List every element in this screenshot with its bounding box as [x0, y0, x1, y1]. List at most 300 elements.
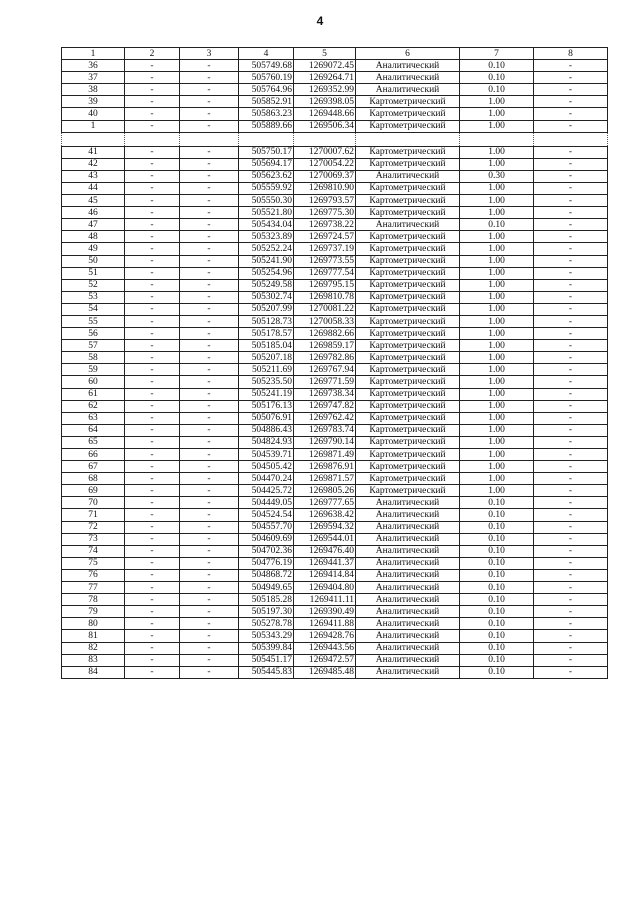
table-cell-col-8: - — [534, 303, 608, 315]
column-header-2: 2 — [125, 48, 180, 60]
table-cell-col-3 — [180, 132, 239, 146]
table-cell-col-7: 1.00 — [460, 400, 534, 412]
table-row — [62, 207, 608, 219]
table-cell-col-2: - — [125, 364, 180, 376]
table-cell-col-2: - — [125, 449, 180, 461]
table-cell-col-2: - — [125, 315, 180, 327]
table-cell-col-8: - — [534, 485, 608, 497]
table-cell-col-8: - — [534, 315, 608, 327]
table-cell-col-8: - — [534, 279, 608, 291]
table-cell-col-7: 0.10 — [460, 642, 534, 654]
table-row — [62, 400, 608, 412]
table-cell-col-2: - — [125, 497, 180, 509]
table-cell-col-7: 1.00 — [460, 412, 534, 424]
table-cell-col-6: Картометрический — [356, 255, 460, 267]
table-cell-col-3: - — [180, 170, 239, 182]
table-cell-col-7: 0.10 — [460, 618, 534, 630]
column-header-1: 1 — [62, 48, 125, 60]
table-cell-col-1: 72 — [62, 521, 125, 533]
table-cell-col-2: - — [125, 376, 180, 388]
table-cell-col-2: - — [125, 231, 180, 243]
table-row — [62, 533, 608, 545]
table-row — [62, 509, 608, 521]
table-cell-col-7: 0.10 — [460, 654, 534, 666]
table-cell-col-5: 1269506.34 — [294, 120, 356, 132]
table-cell-col-1: 47 — [62, 219, 125, 231]
table-cell-col-8: - — [534, 170, 608, 182]
table-cell-col-4: 504868.72 — [239, 569, 294, 581]
table-cell-col-8: - — [534, 352, 608, 364]
table-cell-col-3: - — [180, 449, 239, 461]
table-cell-col-1: 38 — [62, 84, 125, 96]
table-cell-col-3: - — [180, 557, 239, 569]
table-cell-col-3: - — [180, 364, 239, 376]
table-cell-col-1: 61 — [62, 388, 125, 400]
table-cell-col-1: 57 — [62, 340, 125, 352]
table-cell-col-7: 1.00 — [460, 96, 534, 108]
table-cell-col-8: - — [534, 328, 608, 340]
table-row — [62, 388, 608, 400]
table-cell-col-5: 1269398.05 — [294, 96, 356, 108]
table-cell-col-6: Аналитический — [356, 642, 460, 654]
table-cell-col-3: - — [180, 267, 239, 279]
table-cell-col-4: 505241.90 — [239, 255, 294, 267]
table-cell-col-7: 0.10 — [460, 509, 534, 521]
table-cell-col-7: 1.00 — [460, 449, 534, 461]
table-cell-col-3: - — [180, 231, 239, 243]
table-cell-col-3: - — [180, 96, 239, 108]
table-cell-col-4: 505760.19 — [239, 72, 294, 84]
table-cell-col-5: 1269871.57 — [294, 473, 356, 485]
table-cell-col-8: - — [534, 376, 608, 388]
table-cell-col-4: 504425.72 — [239, 485, 294, 497]
table-cell-col-7: 1.00 — [460, 243, 534, 255]
table-cell-col-3: - — [180, 569, 239, 581]
table-cell-col-8: - — [534, 120, 608, 132]
table-cell-col-3: - — [180, 120, 239, 132]
table-cell-col-2: - — [125, 158, 180, 170]
table-row — [62, 449, 608, 461]
table-cell-col-5: 1269810.78 — [294, 291, 356, 303]
table-cell-col-3: - — [180, 594, 239, 606]
table-cell-col-2: - — [125, 96, 180, 108]
table-cell-col-4: 505302.74 — [239, 291, 294, 303]
table-cell-col-7: 1.00 — [460, 485, 534, 497]
table-cell-col-1 — [62, 132, 125, 146]
table-cell-col-7: 1.00 — [460, 279, 534, 291]
table-cell-col-2: - — [125, 207, 180, 219]
table-row — [62, 618, 608, 630]
table-cell-col-7: 1.00 — [460, 352, 534, 364]
table-cell-col-5: 1269544.01 — [294, 533, 356, 545]
table-cell-col-2: - — [125, 461, 180, 473]
table-cell-col-8: - — [534, 207, 608, 219]
table-cell-col-2: - — [125, 146, 180, 158]
table-row — [62, 84, 608, 96]
table-row — [62, 60, 608, 72]
table-cell-col-4: 505764.96 — [239, 84, 294, 96]
table-cell-col-2: - — [125, 388, 180, 400]
table-row — [62, 545, 608, 557]
table-cell-col-3: - — [180, 654, 239, 666]
table-cell-col-3: - — [180, 219, 239, 231]
table-cell-col-1: 59 — [62, 364, 125, 376]
table-cell-col-3: - — [180, 207, 239, 219]
table-cell-col-7: 0.10 — [460, 569, 534, 581]
table-cell-col-2: - — [125, 182, 180, 194]
table-cell-col-4: 505278.78 — [239, 618, 294, 630]
table-cell-col-2: - — [125, 219, 180, 231]
table-cell-col-3: - — [180, 182, 239, 194]
table-cell-col-5 — [294, 132, 356, 146]
table-cell-col-8: - — [534, 146, 608, 158]
table-cell-col-5: 1269762.42 — [294, 412, 356, 424]
table-cell-col-6: Картометрический — [356, 291, 460, 303]
table-cell-col-1: 43 — [62, 170, 125, 182]
table-cell-col-8: - — [534, 509, 608, 521]
table-cell-col-8: - — [534, 606, 608, 618]
table-cell-col-2: - — [125, 606, 180, 618]
table-cell-col-2: - — [125, 279, 180, 291]
table-cell-col-7: 0.10 — [460, 533, 534, 545]
table-cell-col-8: - — [534, 666, 608, 678]
table-cell-col-3: - — [180, 376, 239, 388]
table-cell-col-2: - — [125, 72, 180, 84]
table-cell-col-6: Картометрический — [356, 424, 460, 436]
table-cell-col-4: 505249.58 — [239, 279, 294, 291]
table-cell-col-1: 48 — [62, 231, 125, 243]
table-cell-col-6: Аналитический — [356, 84, 460, 96]
table-cell-col-3: - — [180, 303, 239, 315]
table-cell-col-6: Аналитический — [356, 666, 460, 678]
table-row — [62, 352, 608, 364]
table-cell-col-3: - — [180, 521, 239, 533]
table-row — [62, 195, 608, 207]
table-cell-col-5: 1269777.65 — [294, 497, 356, 509]
table-cell-col-4: 505252.24 — [239, 243, 294, 255]
table-cell-col-6: Картометрический — [356, 376, 460, 388]
table-cell-col-1: 64 — [62, 424, 125, 436]
table-row — [62, 108, 608, 120]
table-cell-col-8: - — [534, 84, 608, 96]
table-cell-col-1: 50 — [62, 255, 125, 267]
table-cell-col-4: 505550.30 — [239, 195, 294, 207]
table-cell-col-6: Картометрический — [356, 195, 460, 207]
table-cell-col-7: 0.10 — [460, 557, 534, 569]
table-cell-col-8: - — [534, 96, 608, 108]
table-cell-col-7: 1.00 — [460, 267, 534, 279]
table-cell-col-5: 1269777.54 — [294, 267, 356, 279]
table-cell-col-7: 0.10 — [460, 497, 534, 509]
table-cell-col-3: - — [180, 545, 239, 557]
table-cell-col-4: 504949.65 — [239, 582, 294, 594]
table-cell-col-1: 74 — [62, 545, 125, 557]
table-cell-col-4: 504609.69 — [239, 533, 294, 545]
table-cell-col-1: 60 — [62, 376, 125, 388]
table-cell-col-7: 1.00 — [460, 315, 534, 327]
table-cell-col-8: - — [534, 618, 608, 630]
table-cell-col-7: 0.10 — [460, 666, 534, 678]
table-cell-col-6: Картометрический — [356, 158, 460, 170]
table-cell-col-8: - — [534, 569, 608, 581]
table-cell-col-3: - — [180, 146, 239, 158]
table-cell-col-7: 1.00 — [460, 424, 534, 436]
table-cell-col-7: 1.00 — [460, 364, 534, 376]
table-cell-col-7: 1.00 — [460, 473, 534, 485]
table-cell-col-4: 505694.17 — [239, 158, 294, 170]
table-cell-col-5: 1269441.37 — [294, 557, 356, 569]
table-cell-col-5: 1269352.99 — [294, 84, 356, 96]
table-cell-col-5: 1269448.66 — [294, 108, 356, 120]
table-cell-col-6: Аналитический — [356, 630, 460, 642]
table-cell-col-2: - — [125, 303, 180, 315]
table-cell-col-7: 0.10 — [460, 545, 534, 557]
table-row — [62, 255, 608, 267]
table-row — [62, 72, 608, 84]
table-cell-col-6: Картометрический — [356, 400, 460, 412]
table-row — [62, 267, 608, 279]
table-cell-col-4: 505185.28 — [239, 594, 294, 606]
table-cell-col-1: 71 — [62, 509, 125, 521]
table-cell-col-8: - — [534, 108, 608, 120]
table-cell-col-5: 1269783.74 — [294, 424, 356, 436]
table-cell-col-1: 83 — [62, 654, 125, 666]
table-cell-col-6: Картометрический — [356, 207, 460, 219]
table-cell-col-5: 1269411.88 — [294, 618, 356, 630]
table-cell-col-2: - — [125, 108, 180, 120]
table-cell-col-7: 1.00 — [460, 291, 534, 303]
table-cell-col-1: 40 — [62, 108, 125, 120]
table-cell-col-2: - — [125, 569, 180, 581]
table-cell-col-2: - — [125, 243, 180, 255]
table-cell-col-8: - — [534, 436, 608, 448]
table-cell-col-3: - — [180, 340, 239, 352]
table-cell-col-8: - — [534, 72, 608, 84]
table-cell-col-1: 44 — [62, 182, 125, 194]
column-header-5: 5 — [294, 48, 356, 60]
table-cell-col-2: - — [125, 352, 180, 364]
table-cell-col-2: - — [125, 557, 180, 569]
table-cell-col-3: - — [180, 606, 239, 618]
table-cell-col-1: 56 — [62, 328, 125, 340]
table-cell-col-6: Картометрический — [356, 461, 460, 473]
table-cell-col-1: 63 — [62, 412, 125, 424]
table-cell-col-6: Картометрический — [356, 120, 460, 132]
table-row — [62, 120, 608, 132]
table-cell-col-2: - — [125, 255, 180, 267]
table-cell-col-5: 1269638.42 — [294, 509, 356, 521]
table-cell-col-7: 1.00 — [460, 436, 534, 448]
table-row — [62, 364, 608, 376]
table-cell-col-5: 1269771.59 — [294, 376, 356, 388]
table-cell-col-5: 1269773.55 — [294, 255, 356, 267]
table-cell-col-8: - — [534, 461, 608, 473]
table-cell-col-6: Картометрический — [356, 267, 460, 279]
table-cell-col-4: 505451.17 — [239, 654, 294, 666]
table-cell-col-2: - — [125, 400, 180, 412]
table-cell-col-4: 505521.80 — [239, 207, 294, 219]
table-cell-col-5: 1269428.76 — [294, 630, 356, 642]
table-row — [62, 473, 608, 485]
table-cell-col-5: 1269485.48 — [294, 666, 356, 678]
table-cell-col-3: - — [180, 158, 239, 170]
table-cell-col-6: Картометрический — [356, 108, 460, 120]
table-cell-col-6: Аналитический — [356, 170, 460, 182]
table-cell-col-6: Аналитический — [356, 497, 460, 509]
table-cell-col-2: - — [125, 436, 180, 448]
table-cell-col-6: Картометрический — [356, 364, 460, 376]
table-cell-col-6: Картометрический — [356, 449, 460, 461]
table-cell-col-4: 505076.91 — [239, 412, 294, 424]
table-cell-col-8: - — [534, 582, 608, 594]
table-cell-col-1: 81 — [62, 630, 125, 642]
table-cell-col-8: - — [534, 364, 608, 376]
table-cell-col-6: Картометрический — [356, 388, 460, 400]
table-cell-col-5: 1269747.82 — [294, 400, 356, 412]
table-cell-col-6: Картометрический — [356, 146, 460, 158]
table-cell-col-3: - — [180, 618, 239, 630]
table-cell-col-5: 1270069.37 — [294, 170, 356, 182]
table-cell-col-8: - — [534, 195, 608, 207]
table-cell-col-6 — [356, 132, 460, 146]
table-row — [62, 315, 608, 327]
table-row — [62, 521, 608, 533]
table-cell-col-6: Картометрический — [356, 243, 460, 255]
table-row — [62, 461, 608, 473]
table-cell-col-5: 1269738.22 — [294, 219, 356, 231]
table-cell-col-6: Аналитический — [356, 569, 460, 581]
table-cell-col-1: 37 — [62, 72, 125, 84]
table-cell-col-1: 75 — [62, 557, 125, 569]
table-cell-col-7: 1.00 — [460, 255, 534, 267]
table-cell-col-7: 1.00 — [460, 340, 534, 352]
table-cell-col-3: - — [180, 436, 239, 448]
table-cell-col-8: - — [534, 255, 608, 267]
table-row — [62, 243, 608, 255]
table-cell-col-2: - — [125, 412, 180, 424]
table-cell-col-4: 505343.29 — [239, 630, 294, 642]
table-cell-col-8: - — [534, 60, 608, 72]
table-cell-col-6: Картометрический — [356, 231, 460, 243]
table-cell-col-8: - — [534, 473, 608, 485]
table-cell-col-3: - — [180, 352, 239, 364]
table-row — [62, 132, 608, 146]
table-row — [62, 485, 608, 497]
table-cell-col-4: 504539.71 — [239, 449, 294, 461]
table-cell-col-7: 1.00 — [460, 146, 534, 158]
table-body — [62, 60, 608, 679]
table-cell-col-1: 79 — [62, 606, 125, 618]
table-cell-col-5: 1269737.19 — [294, 243, 356, 255]
table-cell-col-2: - — [125, 582, 180, 594]
table-cell-col-2: - — [125, 545, 180, 557]
table-cell-col-4: 505241.19 — [239, 388, 294, 400]
table-cell-col-3: - — [180, 72, 239, 84]
table-cell-col-4: 505185.04 — [239, 340, 294, 352]
table-cell-col-2 — [125, 132, 180, 146]
table-cell-col-7: 0.30 — [460, 170, 534, 182]
table-cell-col-7: 1.00 — [460, 158, 534, 170]
table-cell-col-5: 1269594.32 — [294, 521, 356, 533]
table-cell-col-6: Аналитический — [356, 219, 460, 231]
table-cell-col-1: 68 — [62, 473, 125, 485]
table-cell-col-7: 1.00 — [460, 182, 534, 194]
table-cell-col-4: 504776.19 — [239, 557, 294, 569]
table-cell-col-5: 1269793.57 — [294, 195, 356, 207]
table-cell-col-6: Аналитический — [356, 521, 460, 533]
table-cell-col-2: - — [125, 170, 180, 182]
table-cell-col-3: - — [180, 473, 239, 485]
column-header-8: 8 — [534, 48, 608, 60]
table-cell-col-2: - — [125, 654, 180, 666]
table-row — [62, 158, 608, 170]
table-row — [62, 170, 608, 182]
table-cell-col-6: Аналитический — [356, 72, 460, 84]
table-row — [62, 654, 608, 666]
header-row — [62, 48, 608, 60]
table-cell-col-1: 42 — [62, 158, 125, 170]
table-cell-col-6: Аналитический — [356, 60, 460, 72]
table-cell-col-5: 1269775.30 — [294, 207, 356, 219]
table-cell-col-2: - — [125, 630, 180, 642]
table-cell-col-4: 505445.83 — [239, 666, 294, 678]
table-cell-col-6: Картометрический — [356, 485, 460, 497]
table-cell-col-1: 84 — [62, 666, 125, 678]
table-cell-col-1: 45 — [62, 195, 125, 207]
table-row — [62, 569, 608, 581]
table-cell-col-3: - — [180, 533, 239, 545]
table-cell-col-4: 505254.96 — [239, 267, 294, 279]
table-cell-col-7: 0.10 — [460, 219, 534, 231]
table-cell-col-7: 1.00 — [460, 120, 534, 132]
table-cell-col-1: 46 — [62, 207, 125, 219]
table-cell-col-6: Аналитический — [356, 582, 460, 594]
table-cell-col-1: 55 — [62, 315, 125, 327]
table-cell-col-8: - — [534, 654, 608, 666]
table-cell-col-3: - — [180, 461, 239, 473]
table-cell-col-5: 1269264.71 — [294, 72, 356, 84]
table-cell-col-1: 58 — [62, 352, 125, 364]
table-cell-col-6: Картометрический — [356, 279, 460, 291]
table-row — [62, 328, 608, 340]
table-cell-col-7: 0.10 — [460, 72, 534, 84]
table-cell-col-2: - — [125, 618, 180, 630]
table-cell-col-1: 65 — [62, 436, 125, 448]
table-row — [62, 666, 608, 678]
table-cell-col-3: - — [180, 195, 239, 207]
table-cell-col-3: - — [180, 412, 239, 424]
table-cell-col-6: Аналитический — [356, 545, 460, 557]
column-header-6: 6 — [356, 48, 460, 60]
table-cell-col-1: 52 — [62, 279, 125, 291]
table-cell-col-4: 504449.05 — [239, 497, 294, 509]
table-cell-col-1: 66 — [62, 449, 125, 461]
table-cell-col-4: 505852.91 — [239, 96, 294, 108]
table-row — [62, 376, 608, 388]
table-cell-col-7: 0.10 — [460, 84, 534, 96]
table-cell-col-1: 36 — [62, 60, 125, 72]
table-cell-col-7: 1.00 — [460, 376, 534, 388]
table-cell-col-2: - — [125, 521, 180, 533]
table-row — [62, 606, 608, 618]
table-cell-col-3: - — [180, 666, 239, 678]
table-cell-col-8: - — [534, 557, 608, 569]
page-number: 4 — [316, 14, 324, 28]
table-row — [62, 412, 608, 424]
table-cell-col-5: 1270081.22 — [294, 303, 356, 315]
table-cell-col-2: - — [125, 533, 180, 545]
table-cell-col-3: - — [180, 400, 239, 412]
